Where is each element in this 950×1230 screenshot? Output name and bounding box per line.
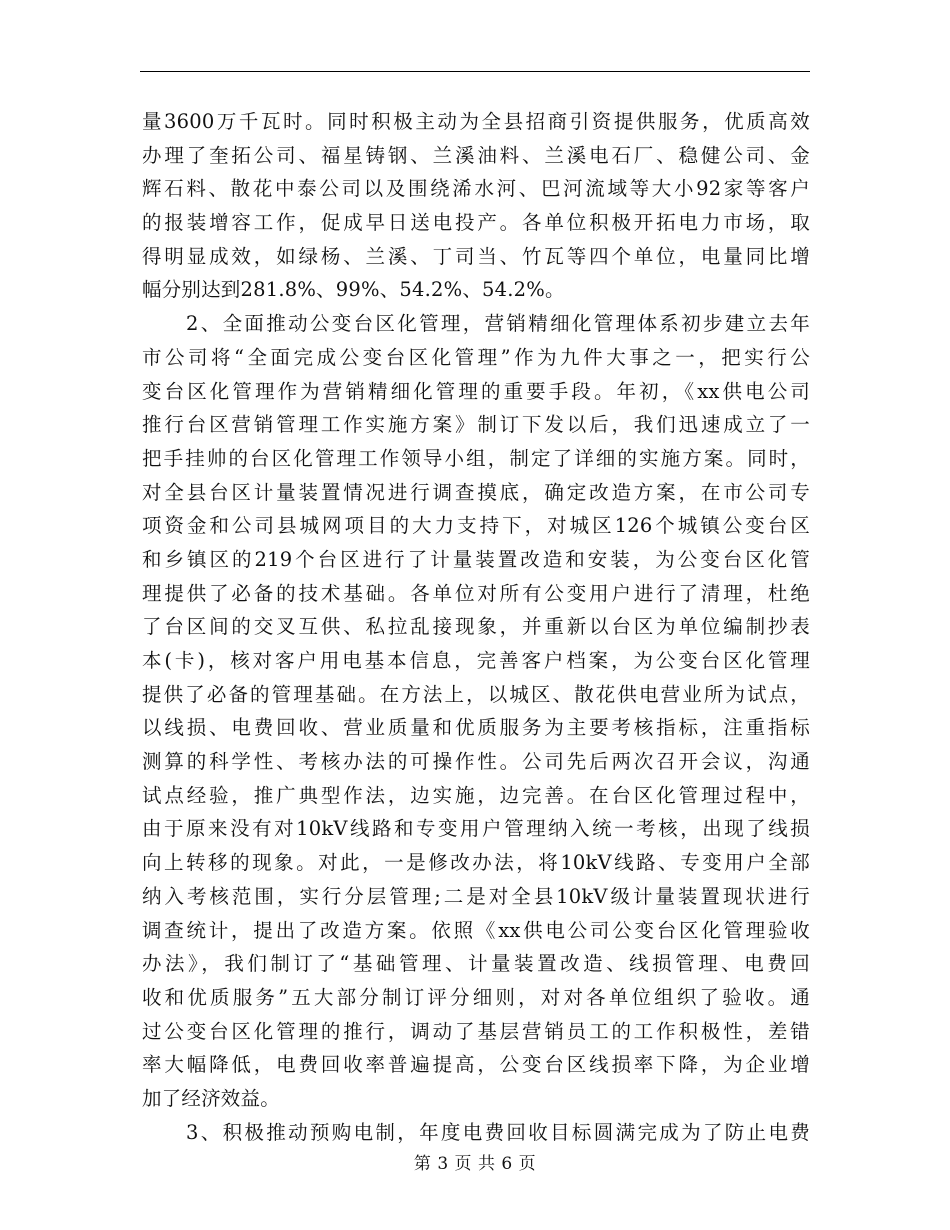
text-line: 以线损、电费回收、营业质量和优质服务为主要考核指标，注重指标 [142, 716, 810, 740]
text-line: 本(卡)，核对客户用电基本信息，完善客户档案，为公变台区化管理 [142, 649, 810, 672]
text-line: 过公变台区化管理的推行，调动了基层营销员工的工作积极性，差错 [142, 1019, 810, 1043]
text-line: 把手挂帅的台区化管理工作领导小组，制定了详细的实施方案。同时， [142, 446, 810, 470]
text-line: 了台区间的交叉互供、私拉乱接现象，并重新以台区为单位编制抄表 [142, 615, 810, 639]
text-line: 加了经济效益。 [142, 1086, 280, 1110]
text-line: 得明显成效，如绿杨、兰溪、丁司当、竹瓦等四个单位，电量同比增 [142, 244, 810, 268]
header-rule [140, 71, 810, 72]
text-line: 测算的科学性、考核办法的可操作性。公司先后两次召开会议，沟通 [142, 750, 810, 774]
text-line: 率大幅降低，电费回收率普遍提高，公变台区线损率下降，为企业增 [142, 1053, 810, 1077]
section-heading-2: 2、全面推动公变台区化管理，营销精细化管理体系初步建立去年 [186, 312, 810, 336]
text-line: 调查统计，提出了改造方案。依照《xx供电公司公变台区化管理验收 [142, 918, 810, 942]
text-line: 对全县台区计量装置情况进行调查摸底，确定改造方案，在市公司专 [142, 480, 810, 504]
text-line: 向上转移的现象。对此，一是修改办法，将10kV线路、专变用户全部 [142, 851, 810, 875]
text-line: 变台区化管理作为营销精细化管理的重要手段。年初，《xx供电公司 [142, 379, 810, 403]
text-line: 由于原来没有对10kV线路和专变用户管理纳入统一考核，出现了线损 [142, 817, 810, 841]
text-line: 的报装增容工作，促成早日送电投产。各单位积极开拓电力市场，取 [142, 211, 810, 235]
text-line: 市公司将“全面完成公变台区化管理”作为九件大事之一，把实行公 [142, 345, 810, 369]
text-line: 量3600万千瓦时。同时积极主动为全县招商引资提供服务，优质高效 [142, 110, 810, 133]
document-body [142, 105, 810, 1149]
text-line: 辉石料、散花中泰公司以及围绕浠水河、巴河流域等大小92家等客户 [142, 177, 810, 201]
text-line: 办理了奎拓公司、福星铸钢、兰溪油料、兰溪电石厂、稳健公司、金 [142, 143, 810, 167]
text-line: 办法》，我们制订了“基础管理、计量装置改造、线损管理、电费回 [142, 952, 810, 976]
section-heading-3: 3、积极推动预购电制，年度电费回收目标圆满完成为了防止电费 [186, 1120, 810, 1144]
text-line: 项资金和公司县城网项目的大力支持下，对城区126个城镇公变台区 [142, 514, 810, 538]
text-line: 纳入考核范围，实行分层管理;二是对全县10kV级计量装置现状进行 [142, 884, 810, 908]
text-line: 推行台区营销管理工作实施方案》制订下发以后，我们迅速成立了一 [142, 413, 810, 437]
text-line: 和乡镇区的219个台区进行了计量装置改造和安装，为公变台区化管 [142, 547, 810, 571]
text-line: 幅分别达到281.8%、99%、54.2%、54.2%。 [142, 278, 565, 302]
text-line: 试点经验，推广典型作法，边实施，边完善。在台区化管理过程中， [142, 783, 810, 807]
text-line: 理提供了必备的技术基础。各单位对所有公变用户进行了清理，杜绝 [142, 581, 810, 605]
page-number-footer: 第 3 页 共 6 页 [413, 1154, 537, 1174]
text-line: 提供了必备的管理基础。在方法上，以城区、散花供电营业所为试点， [142, 682, 810, 706]
text-line: 收和优质服务”五大部分制订评分细则，对对各单位组织了验收。通 [142, 985, 810, 1009]
